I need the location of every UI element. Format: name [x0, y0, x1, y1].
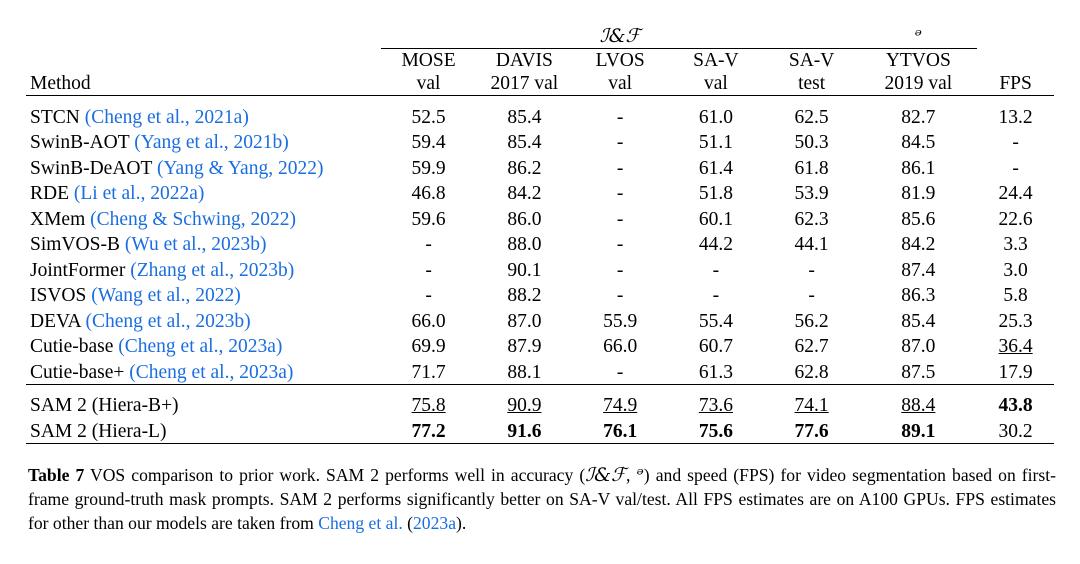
method-citation-link[interactable]: (Wu et al., 2023b)	[124, 234, 267, 255]
group-header-row	[26, 18, 1054, 49]
table-cell-lvos	[572, 129, 668, 155]
table-cell-method	[26, 256, 381, 282]
method-citation-link[interactable]: (Cheng & Schwing, 2022)	[90, 208, 296, 230]
table-cell-ytvos	[859, 154, 977, 180]
cell-value: 25.3	[998, 310, 1033, 332]
table-row-highlight	[26, 417, 1054, 443]
column-header-method	[26, 49, 381, 96]
cell-value: 74.1	[794, 395, 829, 416]
table-cell-fps	[977, 231, 1054, 257]
table-cell-mose	[381, 333, 477, 359]
table-cell-mose	[381, 417, 477, 443]
cell-value: -	[616, 208, 624, 230]
column-header-davis-line2: 2017 val	[490, 73, 559, 94]
cell-value: 90.9	[507, 395, 542, 416]
table-cell-method	[26, 129, 381, 155]
table-cell-sav-test	[764, 154, 860, 180]
table-row	[26, 103, 1054, 129]
cell-value: 61.4	[698, 157, 733, 179]
table-cell-lvos	[572, 282, 668, 308]
cell-value: 91.6	[507, 420, 542, 442]
cell-value: 90.1	[507, 259, 542, 281]
table-cell-method	[26, 307, 381, 333]
table-cell-sav-val	[668, 205, 764, 231]
table-cell-fps	[977, 307, 1054, 333]
cell-value: -	[425, 234, 432, 255]
method-name: SwinB-DeAOT	[30, 157, 153, 179]
cell-value: -	[616, 259, 624, 281]
cell-value: 44.2	[698, 234, 733, 255]
table-cell-fps	[977, 205, 1054, 231]
cell-value: 43.8	[998, 395, 1033, 416]
cell-value: 60.1	[698, 208, 733, 230]
method-citation-link[interactable]: (Yang et al., 2021b)	[134, 132, 289, 153]
cell-value: 81.9	[901, 183, 936, 204]
cell-value: 77.6	[794, 420, 829, 442]
cell-value: 61.0	[698, 106, 733, 128]
table-row	[26, 205, 1054, 231]
table-caption	[26, 463, 1056, 537]
cell-value: 85.4	[507, 132, 542, 153]
cell-value: 84.5	[901, 132, 936, 153]
table-cell-method	[26, 103, 381, 129]
cell-value: 62.8	[794, 361, 829, 383]
cell-value: 22.6	[998, 208, 1033, 230]
method-citation-link[interactable]: (Zhang et al., 2023b)	[130, 259, 295, 281]
cell-value: 61.8	[794, 157, 829, 179]
cell-value: 89.1	[901, 420, 936, 442]
cell-value: 55.4	[698, 310, 733, 332]
cell-value: -	[616, 157, 624, 179]
method-citation-link[interactable]: (Cheng et al., 2021a)	[84, 106, 249, 128]
column-header-row	[26, 49, 1054, 96]
table-row	[26, 129, 1054, 155]
cell-value: 82.7	[901, 106, 936, 128]
table-cell-sav-test	[764, 333, 860, 359]
cell-value: 85.4	[507, 106, 542, 128]
cell-value: 85.4	[901, 310, 936, 332]
cell-value: 24.4	[998, 183, 1033, 204]
column-header-fps	[977, 49, 1054, 96]
cell-value: 55.9	[603, 310, 638, 332]
method-name: Cutie-base	[30, 336, 114, 357]
table-cell-ytvos	[859, 307, 977, 333]
column-header-davis	[476, 49, 572, 96]
table-body	[26, 103, 1054, 384]
table-cell-mose	[381, 154, 477, 180]
caption-math-jf: ℐ&ℱ	[585, 463, 626, 486]
cell-value: 88.2	[507, 285, 542, 306]
cell-value: 3.0	[1003, 259, 1028, 281]
cell-value: 52.5	[411, 106, 446, 128]
table-cell-davis	[476, 231, 572, 257]
column-header-sav-val-line1: SA-V	[693, 50, 739, 71]
cell-value: 75.8	[411, 395, 446, 416]
table-cell-davis	[476, 256, 572, 282]
caption-text-1: VOS comparison to prior work. SAM 2 performs well in accuracy (	[84, 464, 586, 485]
table-cell-sav-val	[668, 358, 764, 384]
table-cell-mose	[381, 307, 477, 333]
table-cell-fps	[977, 358, 1054, 384]
cell-value: 87.9	[507, 336, 542, 357]
cell-value: 62.5	[794, 106, 829, 128]
table-cell-sav-test	[764, 307, 860, 333]
table-cell-mose	[381, 392, 477, 418]
table-cell-sav-val	[668, 417, 764, 443]
table-cell-sav-test	[764, 205, 860, 231]
method-citation-link[interactable]: (Cheng et al., 2023b)	[85, 310, 251, 332]
table-cell-mose	[381, 256, 477, 282]
table-row	[26, 282, 1054, 308]
table-cell-mose	[381, 231, 477, 257]
table-cell-sav-val	[668, 256, 764, 282]
cell-value: -	[616, 132, 624, 153]
cell-value: 76.1	[603, 420, 638, 442]
cell-value: 87.5	[901, 361, 936, 383]
table-cell-method	[26, 231, 381, 257]
column-header-sav-test-line2: test	[798, 73, 826, 94]
table-cell-davis	[476, 180, 572, 206]
table-cell-sav-test	[764, 231, 860, 257]
cell-value: 77.2	[411, 420, 446, 442]
cell-value: 88.0	[507, 234, 542, 255]
method-name: XMem	[30, 208, 86, 230]
cell-value: 87.4	[901, 259, 936, 281]
table-cell-mose	[381, 205, 477, 231]
table-cell-davis	[476, 333, 572, 359]
cell-value: 86.0	[507, 208, 542, 230]
cell-value: 88.1	[507, 361, 542, 383]
table-cell-ytvos	[859, 392, 977, 418]
table-cell-method	[26, 333, 381, 359]
method-name: SAM 2 (Hiera-L)	[30, 420, 167, 442]
cell-value: 75.6	[698, 420, 733, 442]
table-cell-sav-test	[764, 282, 860, 308]
table-row	[26, 231, 1054, 257]
table-cell-ytvos	[859, 180, 977, 206]
column-header-davis-line1: DAVIS	[495, 50, 553, 71]
table-cell-mose	[381, 129, 477, 155]
column-header-ytvos	[859, 49, 977, 96]
table-cell-fps	[977, 392, 1054, 418]
table-cell-davis	[476, 205, 572, 231]
table-cell-sav-val	[668, 103, 764, 129]
column-header-sav-test	[764, 49, 860, 96]
cell-value: 71.7	[411, 361, 446, 383]
cell-value: 46.8	[411, 183, 446, 204]
method-name: STCN	[30, 106, 80, 128]
table-cell-sav-test	[764, 358, 860, 384]
table-cell-davis	[476, 282, 572, 308]
method-name: ISVOS	[30, 285, 87, 306]
caption-citation-link[interactable]: Cheng et al.	[318, 513, 403, 534]
table-cell-method	[26, 417, 381, 443]
table-cell-ytvos	[859, 282, 977, 308]
cell-value: 66.0	[603, 336, 638, 357]
table-cell-lvos	[572, 333, 668, 359]
cell-value: 53.9	[794, 183, 829, 204]
table-cell-method	[26, 180, 381, 206]
cell-value: 44.1	[794, 234, 829, 255]
cell-value: 59.6	[411, 208, 446, 230]
vos-comparison-table	[26, 18, 1054, 450]
cell-value: -	[425, 259, 432, 281]
cell-value: 60.7	[698, 336, 733, 357]
cell-value: 85.6	[901, 208, 936, 230]
column-header-lvos-line1: LVOS	[595, 50, 645, 71]
table-cell-lvos	[572, 358, 668, 384]
cell-value: 84.2	[901, 234, 936, 255]
caption-text-5: ).	[456, 513, 467, 534]
table-cell-fps	[977, 282, 1054, 308]
table-row	[26, 154, 1054, 180]
cell-value: 13.2	[998, 106, 1033, 128]
cell-value: -	[616, 234, 624, 255]
cell-value: 66.0	[411, 310, 446, 332]
column-header-ytvos-line2: 2019 val	[884, 73, 953, 94]
caption-text-3: ) and speed (FPS) for video segmentation based on first-frame ground-truth mask prompts. SAM 2 performs significantly better on SA-V val/test. All FPS estimates are on A100 GPUs. FPS estimates for other than our models are taken from	[28, 464, 1057, 534]
table-cell-sav-test	[764, 129, 860, 155]
table-cell-ytvos	[859, 129, 977, 155]
cell-value: 88.4	[901, 395, 936, 416]
cell-value: 86.2	[507, 157, 542, 179]
table-cell-lvos	[572, 180, 668, 206]
column-header-mose-line1: MOSE	[401, 50, 456, 71]
method-citation-link[interactable]: (Cheng et al., 2023a)	[129, 361, 294, 383]
method-name: SAM 2 (Hiera-B+)	[30, 395, 179, 416]
table-cell-mose	[381, 358, 477, 384]
method-citation-link[interactable]: (Li et al., 2022a)	[73, 183, 205, 204]
cell-value: 59.9	[411, 157, 446, 179]
table-cell-ytvos	[859, 205, 977, 231]
table-mid-rule	[26, 384, 1054, 392]
table-cell-method	[26, 282, 381, 308]
method-name: SimVOS-B	[30, 234, 120, 255]
column-header-mose	[381, 49, 477, 96]
cell-value: -	[616, 106, 624, 128]
table-cell-sav-test	[764, 256, 860, 282]
table-cell-sav-test	[764, 180, 860, 206]
group-header-jf	[381, 18, 860, 49]
method-citation-link[interactable]: (Yang & Yang, 2022)	[156, 157, 324, 179]
cell-value: 86.3	[901, 285, 936, 306]
table-cell-fps	[977, 333, 1054, 359]
table-cell-davis	[476, 417, 572, 443]
table-cell-sav-val	[668, 282, 764, 308]
table-cell-fps	[977, 417, 1054, 443]
caption-text-4: (	[402, 513, 413, 534]
caption-label: Table 7	[28, 464, 85, 485]
table-cell-sav-test	[764, 392, 860, 418]
cell-value: 50.3	[794, 132, 829, 153]
group-header-g-label: ᵊ	[914, 25, 922, 47]
table-bottom-rule	[26, 443, 1054, 450]
table-row	[26, 180, 1054, 206]
column-header-lvos	[572, 49, 668, 96]
table-cell-lvos	[572, 256, 668, 282]
cell-value: 62.7	[794, 336, 829, 357]
caption-citation-year[interactable]: 2023a	[413, 513, 456, 534]
table-cell-ytvos	[859, 333, 977, 359]
column-header-method-label: Method	[30, 73, 91, 94]
group-header-g	[859, 18, 977, 49]
table-cell-method	[26, 205, 381, 231]
cell-value: 74.9	[603, 395, 638, 416]
table-cell-davis	[476, 103, 572, 129]
cell-value: -	[808, 285, 815, 306]
cell-value: 5.8	[1003, 285, 1028, 306]
table-cell-method	[26, 392, 381, 418]
table-cell-lvos	[572, 392, 668, 418]
table-cell-method	[26, 154, 381, 180]
table-cell-davis	[476, 129, 572, 155]
table-cell-lvos	[572, 417, 668, 443]
table-cell-mose	[381, 103, 477, 129]
table-cell-lvos	[572, 103, 668, 129]
table-cell-fps	[977, 154, 1054, 180]
cell-value: -	[1012, 132, 1019, 153]
table-cell-ytvos	[859, 358, 977, 384]
method-citation-link[interactable]: (Cheng et al., 2023a)	[118, 336, 283, 357]
table-cell-ytvos	[859, 103, 977, 129]
cell-value: 3.3	[1003, 234, 1028, 255]
cell-value: 84.2	[507, 183, 542, 204]
cell-value: -	[712, 259, 720, 281]
table-row-highlight	[26, 392, 1054, 418]
column-header-sav-val-line2: val	[703, 73, 728, 94]
method-name: DEVA	[30, 310, 81, 332]
column-header-ytvos-line1: YTVOS	[885, 50, 951, 71]
cell-value: 61.3	[698, 361, 733, 383]
cell-value: -	[616, 285, 624, 306]
cell-value: 17.9	[998, 361, 1033, 383]
table-cell-sav-val	[668, 392, 764, 418]
cell-value: 86.1	[901, 157, 936, 179]
table-cell-fps	[977, 180, 1054, 206]
table-cell-lvos	[572, 205, 668, 231]
cell-value: 59.4	[411, 132, 446, 153]
table-cell-ytvos	[859, 417, 977, 443]
table-top-rule	[26, 96, 1054, 104]
table-cell-ytvos	[859, 231, 977, 257]
column-header-fps-line1: FPS	[999, 73, 1032, 94]
table-cell-sav-val	[668, 129, 764, 155]
cell-value: -	[712, 285, 720, 306]
table-cell-lvos	[572, 154, 668, 180]
column-header-mose-line2: val	[416, 73, 441, 94]
cell-value: 30.2	[998, 420, 1033, 442]
table-cell-fps	[977, 103, 1054, 129]
table-cell-sav-test	[764, 103, 860, 129]
cell-value: -	[425, 285, 432, 306]
cell-value: 36.4	[998, 336, 1033, 357]
group-header-jf-label: ℐ&ℱ	[599, 25, 641, 47]
table-cell-method	[26, 358, 381, 384]
cell-value: 87.0	[507, 310, 542, 332]
cell-value: 51.1	[698, 132, 733, 153]
cell-value: -	[616, 183, 624, 204]
table-cell-mose	[381, 180, 477, 206]
method-name: Cutie-base+	[30, 361, 125, 383]
cell-value: 73.6	[698, 395, 733, 416]
column-header-sav-test-line1: SA-V	[788, 50, 835, 71]
column-header-sav-val	[668, 49, 764, 96]
cell-value: 62.3	[794, 208, 829, 230]
table-cell-fps	[977, 256, 1054, 282]
cell-value: 51.8	[698, 183, 733, 204]
table-row	[26, 333, 1054, 359]
table-cell-ytvos	[859, 256, 977, 282]
table-cell-sav-val	[668, 333, 764, 359]
table-row	[26, 358, 1054, 384]
cell-value: -	[616, 361, 624, 383]
table-cell-sav-val	[668, 231, 764, 257]
table-cell-sav-test	[764, 417, 860, 443]
method-name: RDE	[30, 183, 69, 204]
table-cell-fps	[977, 129, 1054, 155]
table-cell-lvos	[572, 231, 668, 257]
table-cell-sav-val	[668, 180, 764, 206]
table-row	[26, 307, 1054, 333]
cell-value: 87.0	[901, 336, 936, 357]
cell-value: 56.2	[794, 310, 829, 332]
group-header-spacer	[26, 18, 381, 49]
table-cell-davis	[476, 154, 572, 180]
table-cell-lvos	[572, 307, 668, 333]
table-cell-davis	[476, 307, 572, 333]
caption-text-2: ,	[625, 464, 637, 485]
cell-value: -	[1012, 157, 1019, 179]
table-cell-sav-val	[668, 154, 764, 180]
method-citation-link[interactable]: (Wang et al., 2022)	[91, 285, 241, 306]
table-cell-davis	[476, 392, 572, 418]
caption-math-g: ᵊ	[636, 463, 644, 486]
column-header-lvos-line2: val	[608, 73, 633, 94]
table-cell-mose	[381, 282, 477, 308]
cell-value: 69.9	[411, 336, 446, 357]
cell-value: -	[808, 259, 815, 281]
table-highlight-body	[26, 392, 1054, 444]
method-name: JointFormer	[30, 259, 126, 281]
table-cell-davis	[476, 358, 572, 384]
table-cell-sav-val	[668, 307, 764, 333]
method-name: SwinB-AOT	[30, 132, 130, 153]
table-row	[26, 256, 1054, 282]
group-header-fps-spacer	[977, 18, 1054, 49]
